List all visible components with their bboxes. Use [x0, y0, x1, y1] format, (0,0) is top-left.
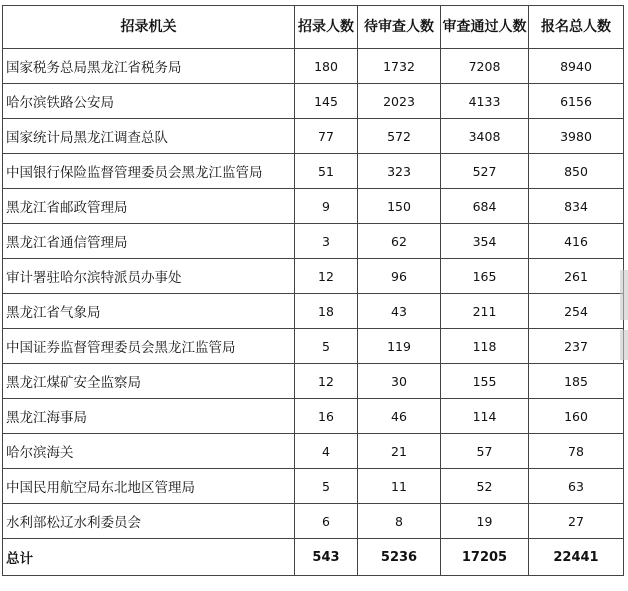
total-row: [3, 539, 624, 576]
recruit-count-cell: 6: [295, 504, 358, 539]
agency-name-cell: 哈尔滨铁路公安局: [3, 84, 295, 119]
table-row: [3, 154, 624, 189]
pending-review-cell: 21: [358, 434, 441, 469]
table-row: [3, 49, 624, 84]
table-row: [3, 469, 624, 504]
table-row: [3, 399, 624, 434]
passed-review-cell: 57: [441, 434, 529, 469]
pending-review-cell: 30: [358, 364, 441, 399]
recruit-count-cell: 145: [295, 84, 358, 119]
recruit-count-cell: 12: [295, 259, 358, 294]
header-total-applicants: 报名总人数: [529, 6, 624, 49]
table-row: [3, 294, 624, 329]
total-applicants-cell: 185: [529, 364, 624, 399]
total-applicants-cell: 261: [529, 259, 624, 294]
passed-review-cell: 114: [441, 399, 529, 434]
recruit-count-cell: 4: [295, 434, 358, 469]
agency-name-cell: 国家税务总局黑龙江省税务局: [3, 49, 295, 84]
total-applicants-cell: 416: [529, 224, 624, 259]
pending-review-cell: 2023: [358, 84, 441, 119]
recruit-count-cell: 51: [295, 154, 358, 189]
watermark-fragment: [620, 330, 628, 360]
watermark-fragment: [620, 270, 628, 320]
passed-review-cell: 7208: [441, 49, 529, 84]
table-row: [3, 259, 624, 294]
passed-review-cell: 3408: [441, 119, 529, 154]
table-row: [3, 434, 624, 469]
agency-name-cell: 中国证券监督管理委员会黑龙江监管局: [3, 329, 295, 364]
header-recruit-count: 招录人数: [295, 6, 358, 49]
header-passed-review: 审查通过人数: [441, 6, 529, 49]
total-applicants-cell: 850: [529, 154, 624, 189]
pending-review-cell: 11: [358, 469, 441, 504]
pending-review-cell: 572: [358, 119, 441, 154]
passed-review-cell: 52: [441, 469, 529, 504]
agency-name-cell: 黑龙江省气象局: [3, 294, 295, 329]
passed-review-cell: 354: [441, 224, 529, 259]
pending-review-cell: 323: [358, 154, 441, 189]
total-pending-review: 5236: [358, 539, 441, 576]
passed-review-cell: 19: [441, 504, 529, 539]
recruit-count-cell: 9: [295, 189, 358, 224]
passed-review-cell: 684: [441, 189, 529, 224]
total-applicants-cell: 27: [529, 504, 624, 539]
agency-name-cell: 哈尔滨海关: [3, 434, 295, 469]
total-applicants-cell: 78: [529, 434, 624, 469]
agency-name-cell: 国家统计局黑龙江调查总队: [3, 119, 295, 154]
agency-name-cell: 水利部松辽水利委员会: [3, 504, 295, 539]
agency-name-cell: 黑龙江海事局: [3, 399, 295, 434]
agency-name-cell: 黑龙江省通信管理局: [3, 224, 295, 259]
table-row: [3, 189, 624, 224]
passed-review-cell: 211: [441, 294, 529, 329]
total-applicants-cell: 3980: [529, 119, 624, 154]
agency-name-cell: 中国银行保险监督管理委员会黑龙江监管局: [3, 154, 295, 189]
total-label: 总计: [3, 539, 295, 576]
header-row: [3, 6, 624, 49]
pending-review-cell: 119: [358, 329, 441, 364]
agency-name-cell: 黑龙江煤矿安全监察局: [3, 364, 295, 399]
header-pending-review: 待审查人数: [358, 6, 441, 49]
pending-review-cell: 1732: [358, 49, 441, 84]
agency-name-cell: 黑龙江省邮政管理局: [3, 189, 295, 224]
table-row: [3, 119, 624, 154]
recruitment-table: [2, 5, 624, 576]
table-container: [2, 5, 624, 576]
recruit-count-cell: 16: [295, 399, 358, 434]
pending-review-cell: 46: [358, 399, 441, 434]
total-applicants-cell: 237: [529, 329, 624, 364]
pending-review-cell: 96: [358, 259, 441, 294]
passed-review-cell: 527: [441, 154, 529, 189]
total-applicants-cell: 160: [529, 399, 624, 434]
table-row: [3, 329, 624, 364]
pending-review-cell: 8: [358, 504, 441, 539]
pending-review-cell: 62: [358, 224, 441, 259]
recruit-count-cell: 77: [295, 119, 358, 154]
recruit-count-cell: 3: [295, 224, 358, 259]
total-recruit-count: 543: [295, 539, 358, 576]
total-applicants-cell: 63: [529, 469, 624, 504]
passed-review-cell: 165: [441, 259, 529, 294]
recruit-count-cell: 5: [295, 469, 358, 504]
recruit-count-cell: 18: [295, 294, 358, 329]
pending-review-cell: 43: [358, 294, 441, 329]
passed-review-cell: 155: [441, 364, 529, 399]
passed-review-cell: 4133: [441, 84, 529, 119]
total-applicants-cell: 6156: [529, 84, 624, 119]
recruit-count-cell: 12: [295, 364, 358, 399]
table-row: [3, 224, 624, 259]
recruit-count-cell: 180: [295, 49, 358, 84]
table-row: [3, 84, 624, 119]
agency-name-cell: 审计署驻哈尔滨特派员办事处: [3, 259, 295, 294]
header-agency: 招录机关: [3, 6, 295, 49]
table-row: [3, 364, 624, 399]
total-passed-review: 17205: [441, 539, 529, 576]
table-row: [3, 504, 624, 539]
total-applicants: 22441: [529, 539, 624, 576]
total-applicants-cell: 834: [529, 189, 624, 224]
total-applicants-cell: 8940: [529, 49, 624, 84]
pending-review-cell: 150: [358, 189, 441, 224]
total-applicants-cell: 254: [529, 294, 624, 329]
recruit-count-cell: 5: [295, 329, 358, 364]
agency-name-cell: 中国民用航空局东北地区管理局: [3, 469, 295, 504]
passed-review-cell: 118: [441, 329, 529, 364]
